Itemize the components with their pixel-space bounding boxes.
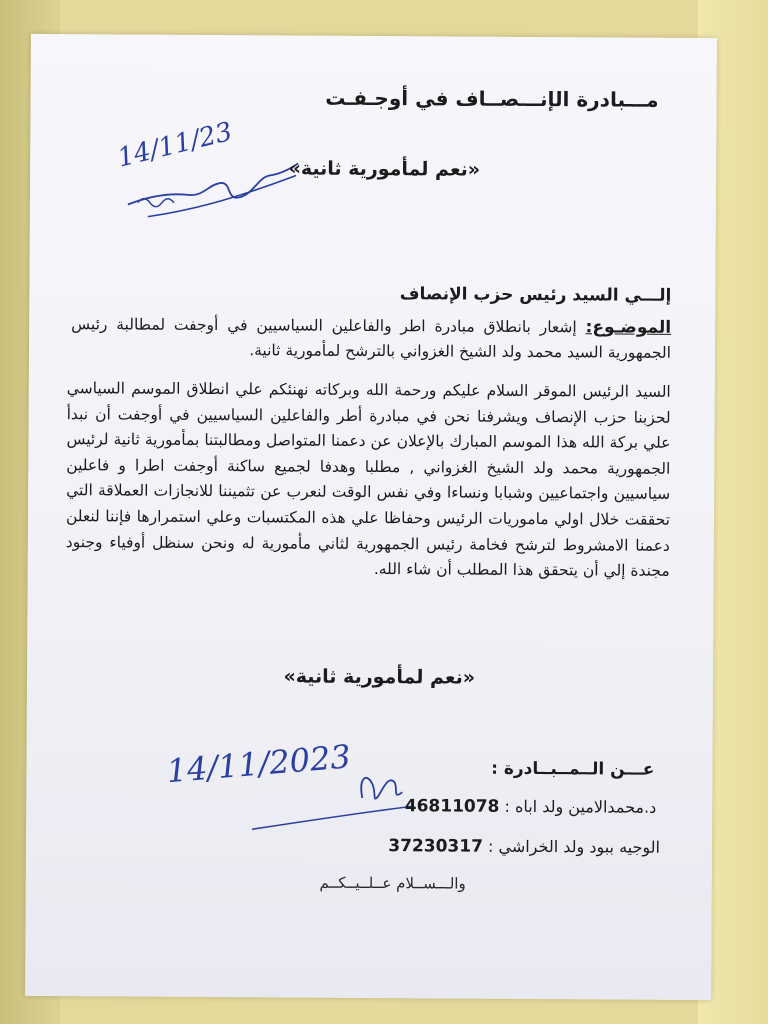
signatory-2 bbox=[388, 836, 660, 858]
signatory-1 bbox=[405, 796, 657, 818]
from-initiative-label: عـــن الــمــبــادرة : bbox=[491, 758, 655, 780]
addressee-line: إلـــي السيد رئيس حزب الإنصاف bbox=[399, 284, 672, 306]
signatory-2-name: الوجيه ببود ولد الخراشي : bbox=[487, 836, 661, 857]
document-title: مـــبادرة الإنـــصــاف في أوجـفـت bbox=[325, 85, 659, 112]
signatory-1-phone: 46811078 bbox=[404, 796, 500, 817]
subject-label: الموضـوع: bbox=[585, 317, 672, 338]
signatory-2-phone: 37230317 bbox=[388, 836, 484, 857]
handwritten-date-bottom: 14/11/2023 bbox=[165, 737, 353, 791]
subject-text: إشعار بانطلاق مبادرة اطر والفاعلين السياسيين في أوجفت لمطالبة رئيس الجمهورية السيد محمد ولد الشيخ الغزواني بالترشح لمأمورية ثانية. bbox=[71, 315, 672, 362]
body-paragraph: السيد الرئيس الموقر السلام عليكم ورحمة الله وبركاته نهنئكم علي انطلاق الموسم السياسي لحزبنا حزب الإنصاف ويشرفنا نحن في مبادرة أطر والفاعلين السياسيين في أوجفت أن نبدأ علي بركة الله هذا الموسم المبارك بالإعلان عن دعمنا المتواصل ومطالبتنا بمأمورية ثانية لرئيس الجمهورية محمد ولد الشيخ الغزواني , مطلبا وهدفا لجميع ساكنة أوجفت اطرا و فاعلين سياسيين واجتماعيين وشبابا ونساءا وفي نفس الوقت لنعرب عن تثميننا للانجازات العملاقة التي تحققت خلال اولي ماموريات الرئيس وحفاظا علي هذه المكتسبات وعلي استمرارها فإننا لنعلن دعمنا الامشروط لترشح فخامة رئيس الجمهورية لثاني مأمورية له ونحن سنظل أوفياء وجنود مجندة إلي أن يتحقق هذا المطلب أن شاء الله. bbox=[65, 379, 671, 580]
document-page bbox=[25, 34, 717, 1000]
handwritten-date-top: 14/11/23 bbox=[114, 116, 236, 174]
closing-greeting: والـــســلام عــلــيــكــم bbox=[319, 873, 466, 893]
slogan-top: «نعم لمأمورية ثانية» bbox=[288, 157, 481, 181]
slogan-bottom: «نعم لمأمورية ثانية» bbox=[283, 665, 476, 689]
handwritten-note-top bbox=[108, 104, 309, 225]
subject-paragraph bbox=[71, 312, 671, 366]
signatory-1-name: د.محمدالامين ولد اباه : bbox=[504, 796, 657, 817]
handwritten-signature-bottom bbox=[162, 725, 423, 837]
